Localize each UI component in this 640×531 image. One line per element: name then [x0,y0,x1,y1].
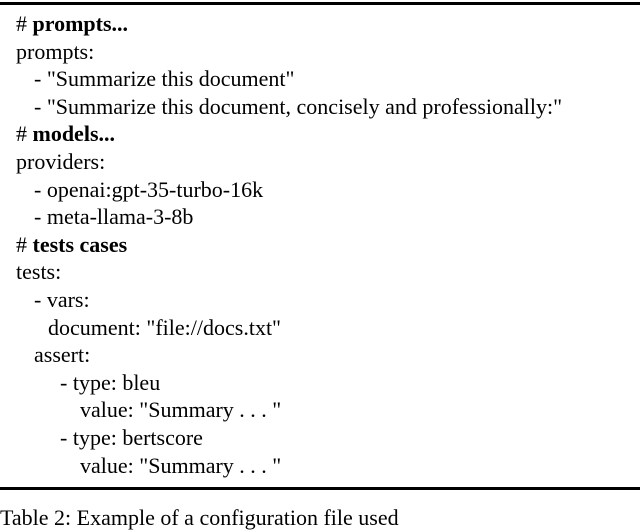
config-text: value: "Summary . . . " [80,452,282,478]
table-caption: Table 2: Example of a configuration file used [0,505,399,530]
config-text: - type: bertscore [60,424,203,450]
config-line [0,424,640,452]
config-line [0,286,640,314]
config-listing [0,10,640,479]
table-top-rule [0,2,640,5]
config-line [0,258,640,286]
config-text: - "Summarize this document" [34,66,295,92]
config-line [0,65,640,93]
config-text: - meta-llama-3-8b [34,204,194,230]
comment-text: tests cases [32,231,128,257]
config-text: - type: bleu [60,369,161,395]
config-text: value: "Summary . . . " [80,397,282,423]
comment-text: prompts... [32,11,129,36]
config-line [0,10,640,38]
config-line [0,203,640,231]
config-text: prompts: [16,38,95,64]
config-line [0,231,640,259]
config-text: tests: [16,259,62,285]
config-text: assert: [34,342,91,368]
config-text: - "Summarize this document, concisely and professionally:" [34,93,563,119]
config-line [0,148,640,176]
comment-hash: # [16,231,33,257]
config-text: providers: [16,148,106,174]
config-text: - openai:gpt-35-turbo-16k [34,176,264,202]
config-line [0,396,640,424]
config-line [0,452,640,480]
comment-hash: # [16,121,33,147]
config-text: document: "file://docs.txt" [48,314,282,340]
config-line [0,369,640,397]
config-text: - vars: [34,286,90,312]
config-line [0,314,640,342]
config-line [0,120,640,148]
config-line [0,38,640,66]
table-bottom-rule [0,487,640,490]
comment-hash: # [16,11,33,36]
comment-text: models... [32,121,115,147]
config-line [0,93,640,121]
config-line [0,176,640,204]
config-line [0,341,640,369]
